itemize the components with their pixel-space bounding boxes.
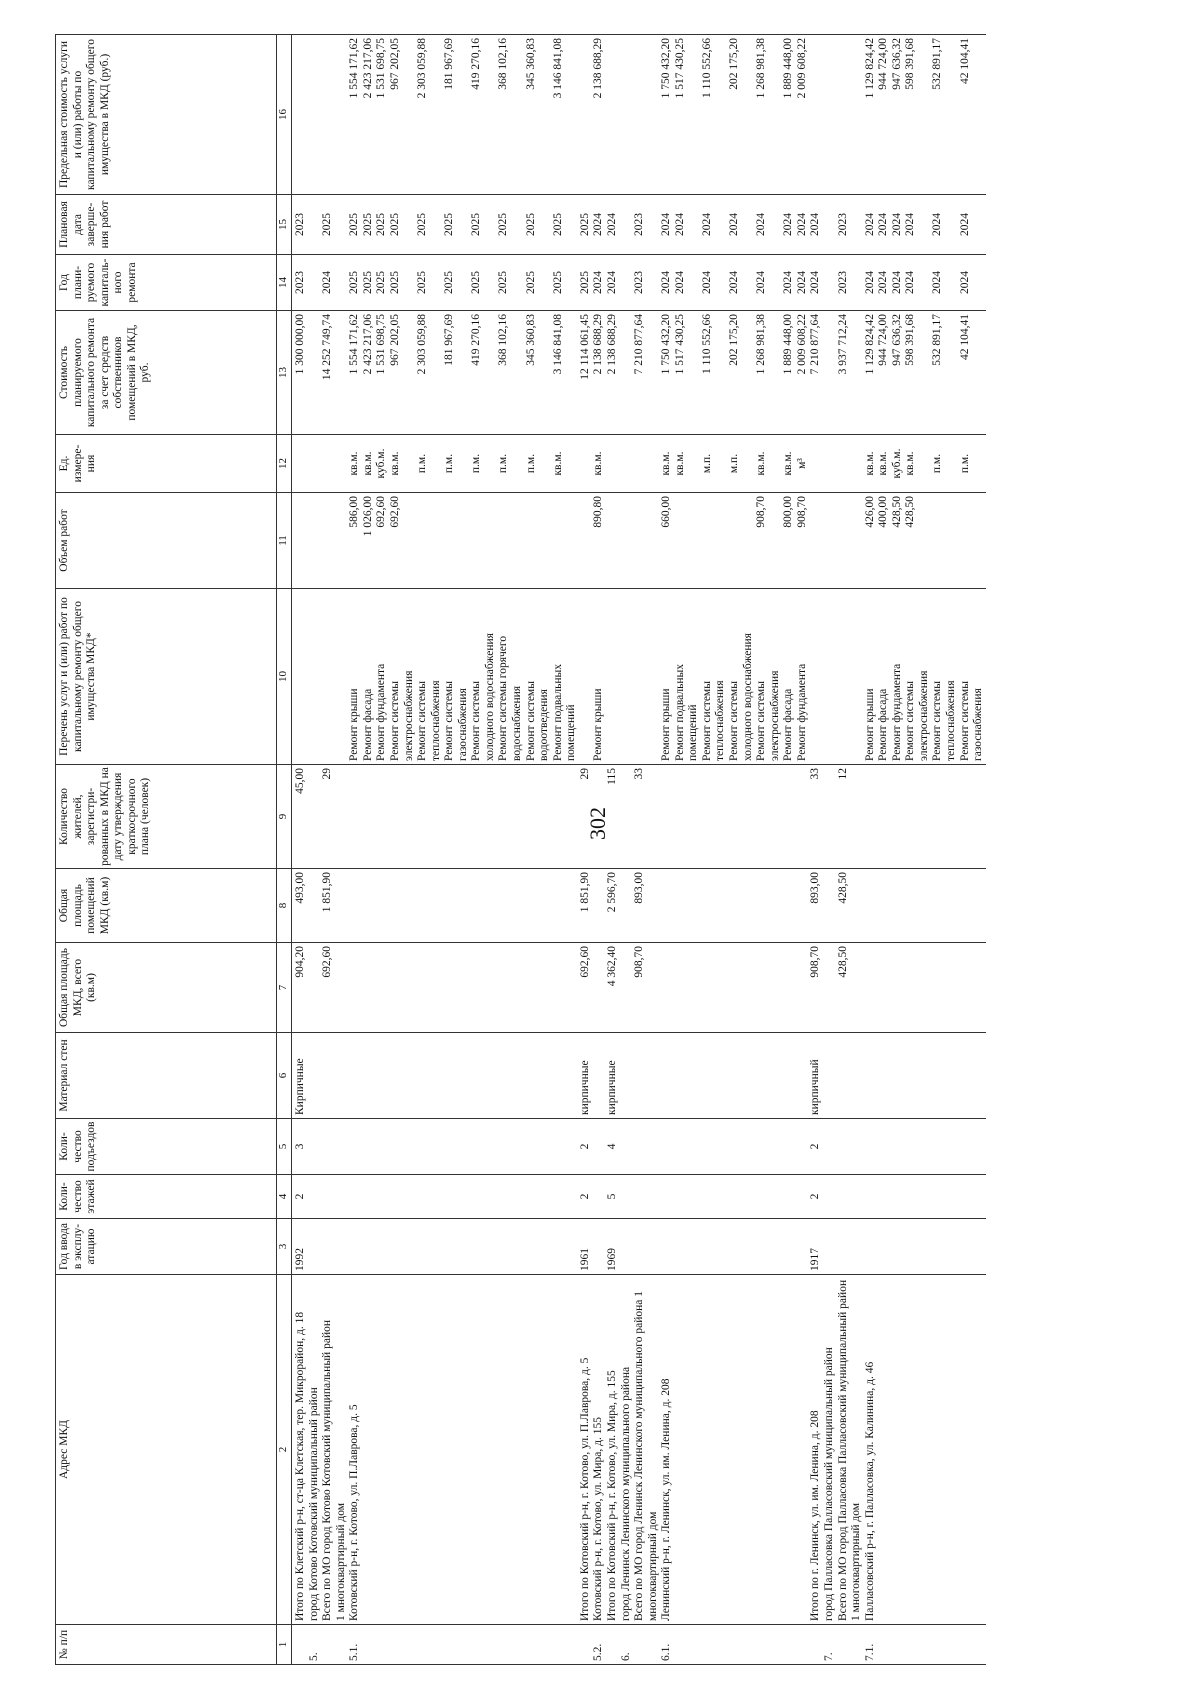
- table-cell-col-7: 904,20: [292, 943, 308, 1033]
- table-cell-col-1: [292, 1625, 308, 1665]
- table-cell-col-8: 2 596,70: [606, 869, 620, 943]
- table-cell-col-3: [823, 1219, 864, 1275]
- table-cell-col-9: 45,00: [292, 765, 308, 869]
- table-cell-col-4: [864, 1175, 986, 1219]
- table-cell-col-1: 5.2.: [592, 1625, 606, 1665]
- table-cell-col-7: 4 362,40: [606, 943, 620, 1033]
- table-cell-col-5: 4: [606, 1119, 620, 1175]
- table-cell-col-2: город Ленинск Ленинского муниципального района Всего по МО город Ленинск Ленинского муниципального района 1 многоквартирный дом: [620, 1275, 661, 1625]
- table-cell-col-11: [823, 493, 864, 589]
- table-cell-col-8: 893,00: [809, 869, 823, 943]
- table-row: [348, 35, 579, 1665]
- table-cell-col-3: [620, 1219, 661, 1275]
- capital-repair-plan-table: [55, 34, 986, 1665]
- table-cell-col-7: [348, 943, 579, 1033]
- table-cell-col-14: 2023: [823, 255, 864, 311]
- table-cell-col-15: 2024: [592, 195, 606, 255]
- table-cell-col-9: 33: [620, 765, 661, 869]
- column-number-12: 12: [277, 435, 292, 493]
- table-cell-col-4: [620, 1175, 661, 1219]
- table-cell-col-6: [348, 1033, 579, 1119]
- table-cell-col-7: 908,70: [620, 943, 661, 1033]
- table-cell-col-12: [308, 435, 349, 493]
- table-cell-col-12: [823, 435, 864, 493]
- table-cell-col-16: [606, 35, 620, 195]
- table-cell-col-8: [348, 869, 579, 943]
- header-row: [56, 35, 277, 1665]
- table-cell-col-11: [308, 493, 349, 589]
- table-cell-col-9: 115: [606, 765, 620, 869]
- table-cell-col-1: 5.1.: [348, 1625, 579, 1665]
- table-cell-col-8: [864, 869, 986, 943]
- table-cell-col-2: Котовский р-н, г. Котово, ул. П.Лаврова, д. 5: [348, 1275, 579, 1625]
- table-cell-col-12: [809, 435, 823, 493]
- table-cell-col-3: [308, 1219, 349, 1275]
- table-cell-col-1: [809, 1625, 823, 1665]
- table-cell-col-16: 1 554 171,62 2 423 217,06 1 531 698,75 967 202,05 2 303 059,88 181 967,69 419 270,16 368 102,16 345 360,83 3 146 841,08: [348, 35, 579, 195]
- table-cell-col-9: 29: [579, 765, 593, 869]
- table-cell-col-5: [864, 1119, 986, 1175]
- table-cell-col-13: 12 114 061,45: [579, 311, 593, 435]
- table-cell-col-4: [592, 1175, 606, 1219]
- table-cell-col-16: [292, 35, 308, 195]
- table-cell-col-10: [579, 589, 593, 765]
- table-cell-col-13: 14 252 749,74: [308, 311, 349, 435]
- table-cell-col-12: [620, 435, 661, 493]
- table-cell-col-9: [864, 765, 986, 869]
- table-cell-col-3: [864, 1219, 986, 1275]
- column-number-9: 9: [277, 765, 292, 869]
- table-cell-col-15: 2025 2025 2025 2025 2025 2025 2025 2025 2025 2025: [348, 195, 579, 255]
- table-cell-col-10: [292, 589, 308, 765]
- table-cell-col-9: [348, 765, 579, 869]
- table-cell-col-15: 2025: [579, 195, 593, 255]
- table-cell-col-7: 692,60: [579, 943, 593, 1033]
- column-header-8: Общая площадь помещений МКД (кв.м): [56, 869, 277, 943]
- table-cell-col-15: 2023: [292, 195, 308, 255]
- table-cell-col-4: 5: [606, 1175, 620, 1219]
- table-cell-col-1: [579, 1625, 593, 1665]
- column-header-7: Общая площадь МКД, всего (кв.м): [56, 943, 277, 1033]
- table-cell-col-14: 2025 2025 2025 2025 2025 2025 2025 2025 2025 2025: [348, 255, 579, 311]
- column-header-3: Год ввода в эксплу- атацию: [56, 1219, 277, 1275]
- table-cell-col-10: [606, 589, 620, 765]
- table-cell-col-13: 1 750 432,20 1 517 430,25 1 110 552,66 202 175,20 1 268 981,38 1 889 448,00 2 009 608,22: [660, 311, 809, 435]
- table-cell-col-2: Котовский р-н, г. Котово, ул. Мира, д. 155: [592, 1275, 606, 1625]
- table-cell-col-16: 1 129 824,42 944 724,00 947 636,32 598 391,68 532 891,17 42 104,41: [864, 35, 986, 195]
- column-number-7: 7: [277, 943, 292, 1033]
- column-number-13: 13: [277, 311, 292, 435]
- table-cell-col-5: [592, 1119, 606, 1175]
- table-cell-col-15: 2024: [606, 195, 620, 255]
- table-cell-col-8: 493,00: [292, 869, 308, 943]
- table-cell-col-13: 1 129 824,42 944 724,00 947 636,32 598 391,68 532 891,17 42 104,41: [864, 311, 986, 435]
- table-cell-col-9: [592, 765, 606, 869]
- table-cell-col-5: 2: [809, 1119, 823, 1175]
- column-header-1: № п/п: [56, 1625, 277, 1665]
- table-cell-col-9: 33: [809, 765, 823, 869]
- table-cell-col-5: [620, 1119, 661, 1175]
- table-cell-col-3: 1917: [809, 1219, 823, 1275]
- table-cell-col-2: город Котово Котовский муниципальный район Всего по МО город Котово Котовский муниципальный район 1 многоквартирный дом: [308, 1275, 349, 1625]
- table-cell-col-10: Ремонт крыши Ремонт фасада Ремонт фундамента Ремонт системы электроснабжения Ремонт системы теплоснабжения Ремонт системы газоснабжения Ремонт системы холодного водоснабжения Ремонт системы горячего водоснабжения Ремонт системы водоотведения Ремонт подвальных помещений: [348, 589, 579, 765]
- column-number-4: 4: [277, 1175, 292, 1219]
- table-cell-col-7: 428,50: [823, 943, 864, 1033]
- table-cell-col-16: 1 750 432,20 1 517 430,25 1 110 552,66 202 175,20 1 268 981,38 1 889 448,00 2 009 608,22: [660, 35, 809, 195]
- table-cell-col-14: 2024: [592, 255, 606, 311]
- table-cell-col-6: [620, 1033, 661, 1119]
- table-cell-col-5: [660, 1119, 809, 1175]
- column-header-11: Объем работ: [56, 493, 277, 589]
- table-cell-col-8: 893,00: [620, 869, 661, 943]
- table-cell-col-11: 426,00 400,00 428,50 428,50: [864, 493, 986, 589]
- table-cell-col-7: [660, 943, 809, 1033]
- table-cell-col-16: [579, 35, 593, 195]
- column-number-8: 8: [277, 869, 292, 943]
- column-header-9: Количество жителей, зарегистри- рованных в МКД на дату утверждения краткосрочного плана (человек): [56, 765, 277, 869]
- table-cell-col-5: [308, 1119, 349, 1175]
- table-cell-col-2: Итого по г. Ленинск, ул. им. Ленина, д. 208: [809, 1275, 823, 1625]
- table-cell-col-2: город Палласовка Палласовский муниципальный район Всего по МО город Палласовка Палласовский муниципальный район 1 многоквартирный дом: [823, 1275, 864, 1625]
- table-row: [864, 35, 986, 1665]
- table-row: [292, 35, 308, 1665]
- table-cell-col-11: 586,00 1 026,00 692,60 692,60: [348, 493, 579, 589]
- table-cell-col-11: 660,00 908,70 800,00 908,70: [660, 493, 809, 589]
- table-cell-col-1: 6.: [620, 1625, 661, 1665]
- column-header-2: Адрес МКД: [56, 1275, 277, 1625]
- table-cell-col-10: [809, 589, 823, 765]
- column-number-15: 15: [277, 195, 292, 255]
- table-cell-col-12: [579, 435, 593, 493]
- table-cell-col-5: 2: [579, 1119, 593, 1175]
- table-cell-col-2: Итого по Клетский р-н, ст-ца Клетская, тер. Микрорайон, д. 18: [292, 1275, 308, 1625]
- table-cell-col-3: [592, 1219, 606, 1275]
- table-row: [308, 35, 349, 1665]
- table-cell-col-6: кирпичный: [809, 1033, 823, 1119]
- table-cell-col-7: 692,60: [308, 943, 349, 1033]
- table-cell-col-11: [620, 493, 661, 589]
- table-cell-col-4: 2: [579, 1175, 593, 1219]
- column-header-10: Перечень услуг и (или) работ по капитальному ремонту общего имущества МКД*: [56, 589, 277, 765]
- table-cell-col-6: [308, 1033, 349, 1119]
- column-number-row: [277, 35, 292, 1665]
- page-number: 302: [585, 807, 610, 840]
- table-cell-col-8: 1 851,90: [308, 869, 349, 943]
- table-cell-col-15: 2025: [308, 195, 349, 255]
- column-header-5: Коли- чество подъездов: [56, 1119, 277, 1175]
- table-cell-col-8: [660, 869, 809, 943]
- table-cell-col-3: [660, 1219, 809, 1275]
- column-header-4: Коли- чество этажей: [56, 1175, 277, 1219]
- table-row: [606, 35, 620, 1665]
- table-cell-col-4: [823, 1175, 864, 1219]
- table-cell-col-14: 2024 2024 2024 2024 2024 2024 2024: [660, 255, 809, 311]
- table-cell-col-13: 7 210 877,64: [620, 311, 661, 435]
- column-header-12: Ед. измере- ния: [56, 435, 277, 493]
- table-cell-col-5: [348, 1119, 579, 1175]
- table-cell-col-9: 29: [308, 765, 349, 869]
- table-cell-col-1: 5.: [308, 1625, 349, 1665]
- table-cell-col-14: 2025: [579, 255, 593, 311]
- rotated-table-container: [55, 35, 1145, 1665]
- table-cell-col-2: Палласовский р-н, г. Палласовка, ул. Калинина, д. 46: [864, 1275, 986, 1625]
- table-cell-col-16: [809, 35, 823, 195]
- table-cell-col-9: [660, 765, 809, 869]
- table-cell-col-6: [864, 1033, 986, 1119]
- table-cell-col-16: 2 138 688,29: [592, 35, 606, 195]
- table-cell-col-11: [579, 493, 593, 589]
- column-number-16: 16: [277, 35, 292, 195]
- table-cell-col-14: 2024: [809, 255, 823, 311]
- table-cell-col-1: 7.1.: [864, 1625, 986, 1665]
- table-cell-col-15: 2023: [823, 195, 864, 255]
- table-cell-col-3: 1992: [292, 1219, 308, 1275]
- table-cell-col-3: [348, 1219, 579, 1275]
- table-cell-col-6: Кирпичные: [292, 1033, 308, 1119]
- column-header-6: Материал стен: [56, 1033, 277, 1119]
- table-cell-col-6: [592, 1033, 606, 1119]
- table-cell-col-6: [660, 1033, 809, 1119]
- table-cell-col-9: 12: [823, 765, 864, 869]
- table-cell-col-15: 2023: [620, 195, 661, 255]
- table-cell-col-15: 2024 2024 2024 2024 2024 2024 2024: [660, 195, 809, 255]
- column-number-3: 3: [277, 1219, 292, 1275]
- table-cell-col-6: кирпичные: [606, 1033, 620, 1119]
- table-cell-col-11: 890,80: [592, 493, 606, 589]
- column-number-6: 6: [277, 1033, 292, 1119]
- table-cell-col-7: [864, 943, 986, 1033]
- table-cell-col-8: 428,50: [823, 869, 864, 943]
- table-cell-col-10: [308, 589, 349, 765]
- table-cell-col-4: [348, 1175, 579, 1219]
- column-number-14: 14: [277, 255, 292, 311]
- table-cell-col-13: 2 138 688,29: [592, 311, 606, 435]
- table-cell-col-12: [292, 435, 308, 493]
- table-cell-col-16: [823, 35, 864, 195]
- column-header-14: Год плани- руемого капиталь- ного ремонта: [56, 255, 277, 311]
- table-cell-col-12: [606, 435, 620, 493]
- table-cell-col-13: 3 937 712,24: [823, 311, 864, 435]
- table-row: [592, 35, 606, 1665]
- table-cell-col-14: 2024 2024 2024 2024 2024 2024: [864, 255, 986, 311]
- table-cell-col-3: 1961: [579, 1219, 593, 1275]
- table-body: [292, 35, 986, 1665]
- table-row: [809, 35, 823, 1665]
- table-cell-col-12: кв.м.: [592, 435, 606, 493]
- column-header-15: Плановая дата заверше- ния работ: [56, 195, 277, 255]
- table-cell-col-10: Ремонт крыши: [592, 589, 606, 765]
- table-cell-col-8: [592, 869, 606, 943]
- table-cell-col-16: [308, 35, 349, 195]
- table-cell-col-4: 2: [292, 1175, 308, 1219]
- table-cell-col-5: [823, 1119, 864, 1175]
- column-header-13: Стоимость планируемого капитального ремонта за счет средств собственников помещений в МКД, руб.: [56, 311, 277, 435]
- table-row: [660, 35, 809, 1665]
- table-cell-col-5: 3: [292, 1119, 308, 1175]
- table-row: [579, 35, 593, 1665]
- table-cell-col-4: 2: [809, 1175, 823, 1219]
- table-cell-col-2: Итого по Котовский р-н, г. Котово, ул. П.Лаврова, д. 5: [579, 1275, 593, 1625]
- table-cell-col-1: 7.: [823, 1625, 864, 1665]
- table-cell-col-13: 7 210 877,64: [809, 311, 823, 435]
- table-cell-col-13: 2 138 688,29: [606, 311, 620, 435]
- column-number-5: 5: [277, 1119, 292, 1175]
- table-cell-col-14: 2024: [308, 255, 349, 311]
- table-cell-col-14: 2023: [292, 255, 308, 311]
- table-cell-col-10: [620, 589, 661, 765]
- table-cell-col-15: 2024 2024 2024 2024 2024 2024: [864, 195, 986, 255]
- table-cell-col-4: [308, 1175, 349, 1219]
- table-cell-col-14: 2023: [620, 255, 661, 311]
- column-number-2: 2: [277, 1275, 292, 1625]
- table-cell-col-6: [823, 1033, 864, 1119]
- table-cell-col-2: Итого по Котовский р-н, г. Котово, ул. Мира, д. 155: [606, 1275, 620, 1625]
- table-cell-col-13: 1 554 171,62 2 423 217,06 1 531 698,75 967 202,05 2 303 059,88 181 967,69 419 270,16 368 102,16 345 360,83 3 146 841,08: [348, 311, 579, 435]
- table-cell-col-1: [606, 1625, 620, 1665]
- table-cell-col-7: [592, 943, 606, 1033]
- table-cell-col-7: 908,70: [809, 943, 823, 1033]
- table-cell-col-12: кв.м. кв.м. куб.м. кв.м. п.м. п.м. п.м. п.м. п.м. кв.м.: [348, 435, 579, 493]
- table-cell-col-11: [809, 493, 823, 589]
- table-cell-col-8: 1 851,90: [579, 869, 593, 943]
- column-number-1: 1: [277, 1625, 292, 1665]
- table-cell-col-10: Ремонт крыши Ремонт фасада Ремонт фундамента Ремонт системы электроснабжения Ремонт системы теплоснабжения Ремонт системы газоснабжения: [864, 589, 986, 765]
- table-cell-col-10: [823, 589, 864, 765]
- table-cell-col-1: 6.1.: [660, 1625, 809, 1665]
- column-number-10: 10: [277, 589, 292, 765]
- table-cell-col-11: [606, 493, 620, 589]
- table-cell-col-11: [292, 493, 308, 589]
- table-cell-col-4: [660, 1175, 809, 1219]
- table-cell-col-2: Ленинский р-н, г. Ленинск, ул. им. Ленина, д. 208: [660, 1275, 809, 1625]
- table-cell-col-12: кв.м. кв.м. м.п. м.п. кв.м. кв.м. м³: [660, 435, 809, 493]
- table-cell-col-6: кирпичные: [579, 1033, 593, 1119]
- table-cell-col-13: 1 300 000,00: [292, 311, 308, 435]
- table-cell-col-15: 2024: [809, 195, 823, 255]
- table-cell-col-3: 1969: [606, 1219, 620, 1275]
- table-row: [823, 35, 864, 1665]
- table-row: [620, 35, 661, 1665]
- table-cell-col-12: кв.м. кв.м. куб.м. кв.м. п.м. п.м.: [864, 435, 986, 493]
- table-cell-col-16: [620, 35, 661, 195]
- column-number-11: 11: [277, 493, 292, 589]
- column-header-16: Предельная стоимость услуги и (или) работы по капитальному ремонту общего имущества в МКД (руб.): [56, 35, 277, 195]
- table-cell-col-10: Ремонт крыши Ремонт подвальных помещений Ремонт системы теплоснабжения Ремонт системы холодного водоснабжения Ремонт системы электроснабжения Ремонт фасада Ремонт фундамента: [660, 589, 809, 765]
- table-cell-col-14: 2024: [606, 255, 620, 311]
